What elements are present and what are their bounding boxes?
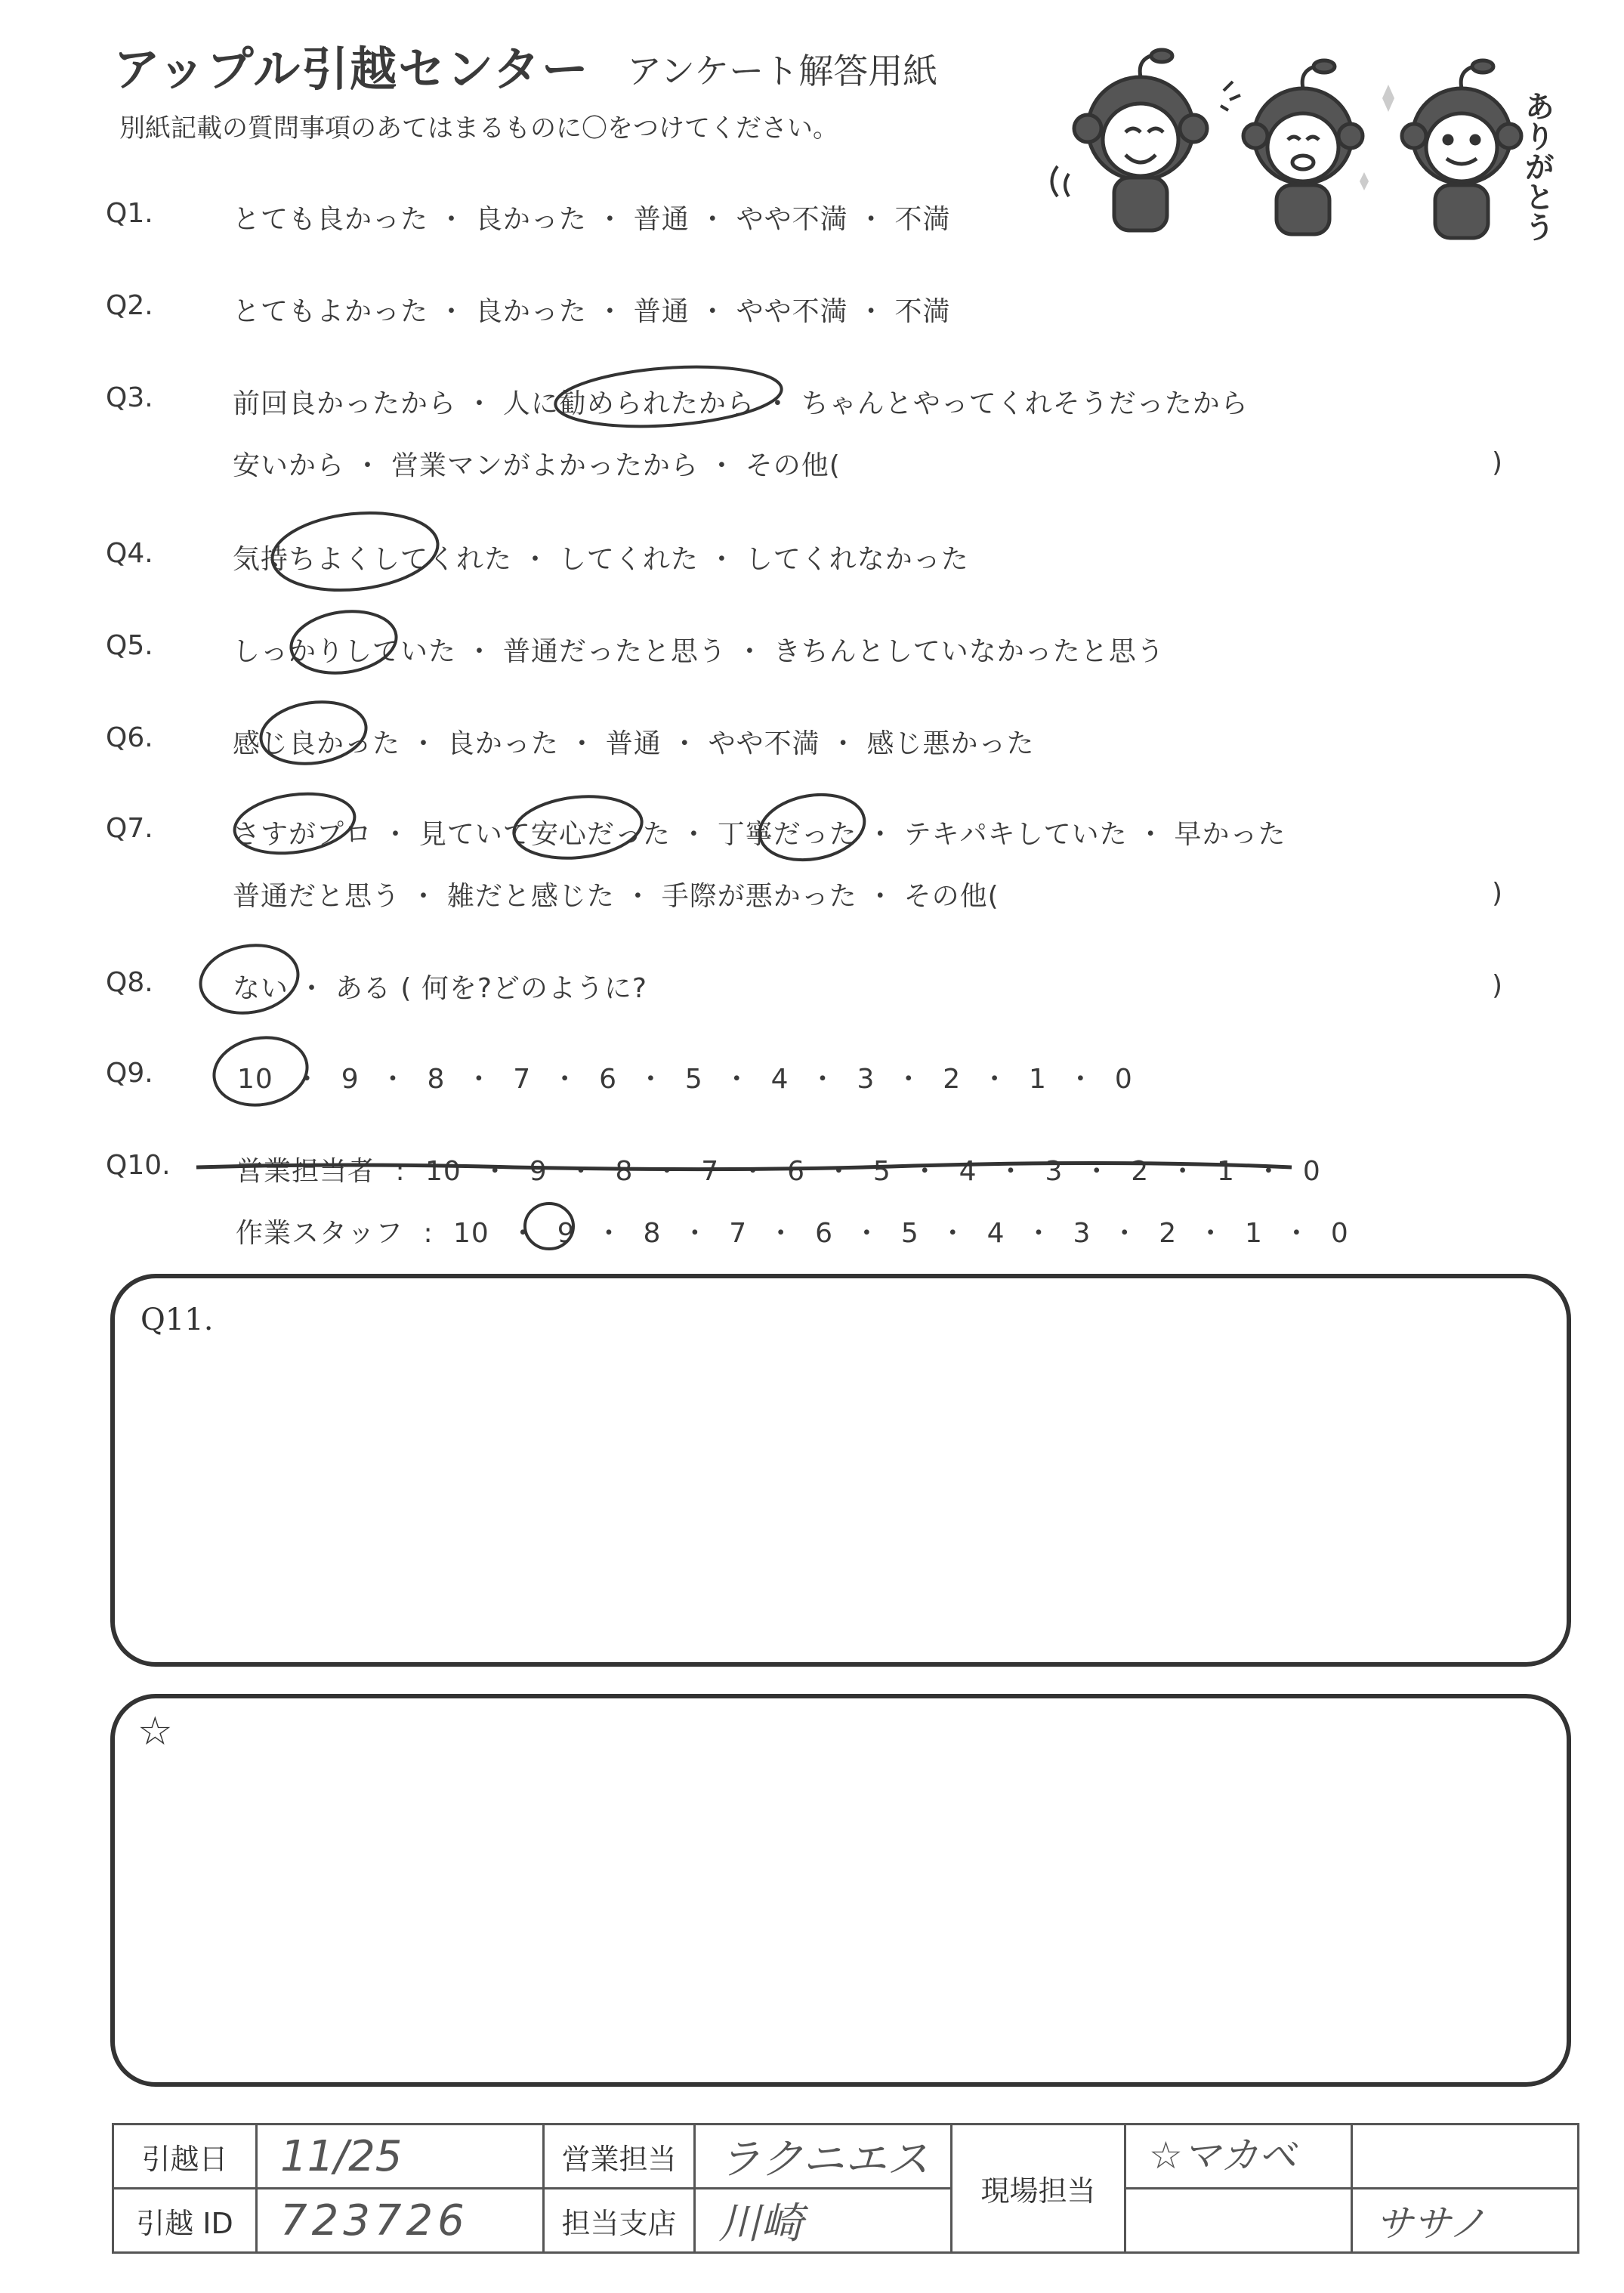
q3-options-line1: 前回良かったから ・ 人に勧められたから ・ ちゃんとやってくれそうだったから <box>233 388 1249 419</box>
q7-close-paren: ) <box>1492 878 1503 909</box>
form-subtitle: アンケート解答用紙 <box>627 51 938 91</box>
sales-rep-label: 営業担当 <box>544 2125 695 2189</box>
q5-circle-mark <box>287 605 400 680</box>
q2-label: Q2. <box>106 290 153 321</box>
q9-circle-mark <box>208 1031 312 1112</box>
q2-options: とてもよかった ・ 良かった ・ 普通 ・ やや不満 ・ 不満 <box>233 296 951 327</box>
q8-close-paren: ) <box>1492 970 1503 1001</box>
q7-label: Q7. <box>106 813 153 844</box>
branch-label: 担当支店 <box>544 2189 695 2253</box>
form-instruction: 別紙記載の質問事項のあてはまるものに〇をつけてください。 <box>119 113 838 144</box>
q3-circle-mark <box>554 360 784 434</box>
q4-options: 気持ちよくしてくれた ・ してくれた ・ してくれなかった <box>233 544 969 575</box>
q7-options-line1: さすがプロ ・ 見ていて安心だった ・ 丁寧だった ・ テキパキしていた ・ 早かった <box>233 819 1286 850</box>
form-title: アップル引越センター <box>113 42 590 97</box>
q8-circle-mark <box>195 938 303 1020</box>
move-date-value[interactable]: 11/25 <box>257 2125 544 2189</box>
q10-circle-mark <box>525 1204 573 1249</box>
q7-circle-mark-2 <box>511 790 644 864</box>
q6-options: 感じ良かった ・ 良かった ・ 普通 ・ やや不満 ・ 感じ悪かった <box>233 728 1035 759</box>
q10-sales-scale: 営業担当者 : 10 ・ 9 ・ 8 ・ 7 ・ 6 ・ 5 ・ 4 ・ 3 ・ 2 ・ 1 ・ 0 <box>236 1156 1321 1187</box>
q3-close-paren: ) <box>1492 447 1503 478</box>
q7-circle-mark-3 <box>755 786 869 867</box>
q8-options: ない ・ ある ( 何を?どのように? <box>233 973 648 1004</box>
branch-value[interactable]: 川崎 <box>695 2189 952 2253</box>
q10-strike-line <box>196 1163 1292 1169</box>
star-comment-box[interactable] <box>110 1694 1571 2087</box>
site-staff-value-1[interactable]: ☆マカベ <box>1125 2125 1352 2189</box>
q3-options-line2: 安いから ・ 営業マンがよかったから ・ その他( <box>233 450 841 481</box>
q3-label: Q3. <box>106 382 153 413</box>
q8-label: Q8. <box>106 967 153 998</box>
q6-label: Q6. <box>106 722 153 753</box>
move-date-label: 引越日 <box>113 2125 257 2189</box>
q5-options: しっかりしていた ・ 普通だったと思う ・ きちんとしていなかったと思う <box>233 636 1165 667</box>
q10-staff-scale: 作業スタッフ : 10 ・ 9 ・ 8 ・ 7 ・ 6 ・ 5 ・ 4 ・ 3 ・ 2 ・ 1 ・ 0 <box>236 1218 1349 1249</box>
q9-label: Q9. <box>106 1058 153 1089</box>
q11-box-label: Q11. <box>140 1303 214 1337</box>
sales-rep-value[interactable]: ラクニエス <box>695 2125 952 2189</box>
star-box-label: ☆ <box>137 1709 173 1754</box>
q4-circle-mark <box>268 505 441 598</box>
site-staff-empty-cell[interactable] <box>1352 2125 1579 2189</box>
site-staff-value-2[interactable]: ササノ <box>1352 2189 1579 2253</box>
q11-comment-box[interactable] <box>110 1274 1571 1667</box>
q10-label: Q10. <box>106 1150 171 1181</box>
q7-options-line2: 普通だと思う ・ 雑だと感じた ・ 手際が悪かった ・ その他( <box>233 881 999 912</box>
q1-label: Q1. <box>106 198 153 229</box>
q6-circle-mark <box>257 696 370 771</box>
site-staff-label: 現場担当 <box>952 2125 1125 2253</box>
q7-circle-mark-1 <box>230 786 358 861</box>
q4-label: Q4. <box>106 538 153 569</box>
q1-options: とても良かった ・ 良かった ・ 普通 ・ やや不満 ・ 不満 <box>233 204 951 235</box>
move-id-value[interactable]: 723726 <box>257 2189 544 2253</box>
q9-scale: 10 ・ 9 ・ 8 ・ 7 ・ 6 ・ 5 ・ 4 ・ 3 ・ 2 ・ 1 ・ 0 <box>237 1064 1133 1095</box>
move-id-label: 引越 ID <box>113 2189 257 2253</box>
footer-info-table <box>112 2123 1579 2254</box>
q5-label: Q5. <box>106 630 153 661</box>
thanks-badge-text: ありがとう <box>1520 91 1555 242</box>
site-staff-empty-cell-2[interactable] <box>1125 2189 1352 2253</box>
